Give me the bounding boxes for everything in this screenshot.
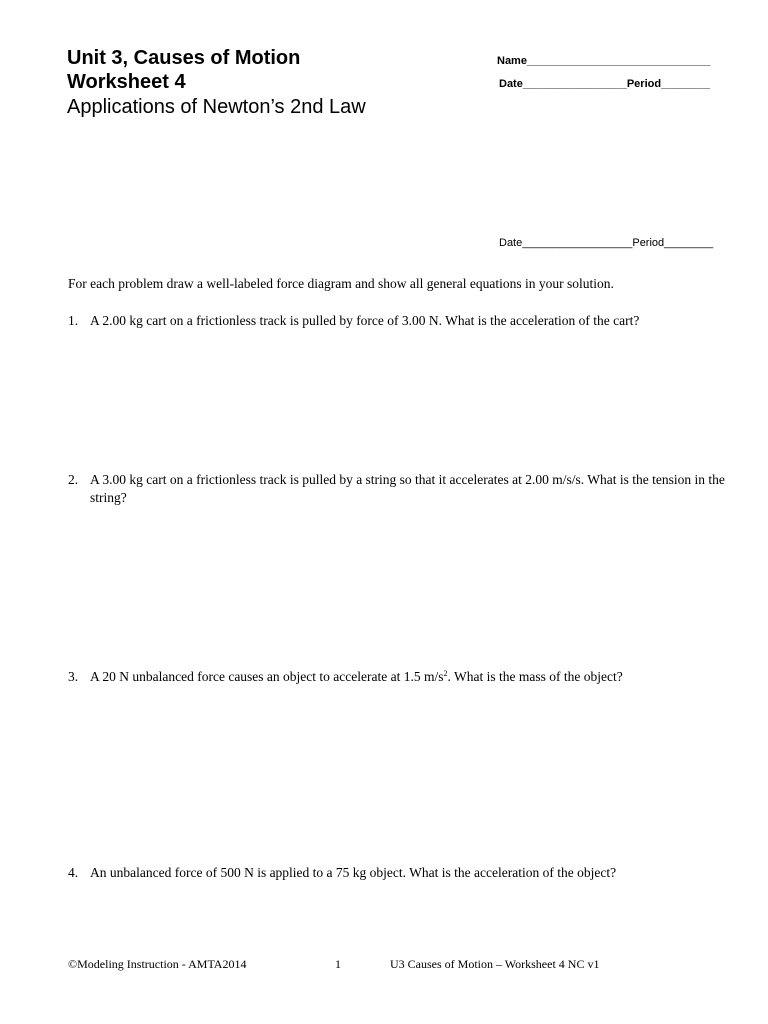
question-number: 1. <box>68 313 79 328</box>
date-period-field-secondary[interactable]: Date__________________Period________ <box>499 237 714 249</box>
question-text: An unbalanced force of 500 N is applied to a 75 kg object. What is the acceleration of the object? <box>90 865 617 880</box>
worksheet-title-number: Worksheet 4 <box>67 71 186 93</box>
worksheet-subtitle: Applications of Newton’s 2nd Law <box>67 96 366 118</box>
question-text: A 3.00 kg cart on a frictionless track is pulled by a string so that it accelerates at 2.00 m/s/s. What is the tension in the string? <box>90 472 725 505</box>
question-1 <box>68 312 728 332</box>
footer-page-number: 1 <box>335 957 341 971</box>
question-number: 2. <box>68 472 79 487</box>
question-text-part: A 20 N unbalanced force causes an object to accelerate at 1.5 m/s <box>90 669 444 684</box>
question-text-part: . What is the mass of the object? <box>447 669 623 684</box>
footer-doc-id: U3 Causes of Motion – Worksheet 4 NC v1 <box>390 957 600 971</box>
question-2 <box>68 471 728 511</box>
question-3 <box>68 668 728 688</box>
question-number: 3. <box>68 669 79 684</box>
exponent: 2 <box>443 669 448 678</box>
instructions: For each problem draw a well-labeled force diagram and show all general equations in your solution. <box>68 276 614 291</box>
question-text <box>90 668 728 686</box>
footer-copyright: ©Modeling Instruction - AMTA2014 <box>68 957 247 971</box>
name-field[interactable]: Name______________________________ <box>497 55 711 67</box>
question-4 <box>68 864 728 884</box>
question-text: A 2.00 kg cart on a frictionless track is pulled by force of 3.00 N. What is the acceleration of the cart? <box>90 313 640 328</box>
date-period-field[interactable]: Date_________________Period________ <box>499 78 711 90</box>
worksheet-title-unit: Unit 3, Causes of Motion <box>67 47 301 69</box>
question-number: 4. <box>68 865 79 880</box>
